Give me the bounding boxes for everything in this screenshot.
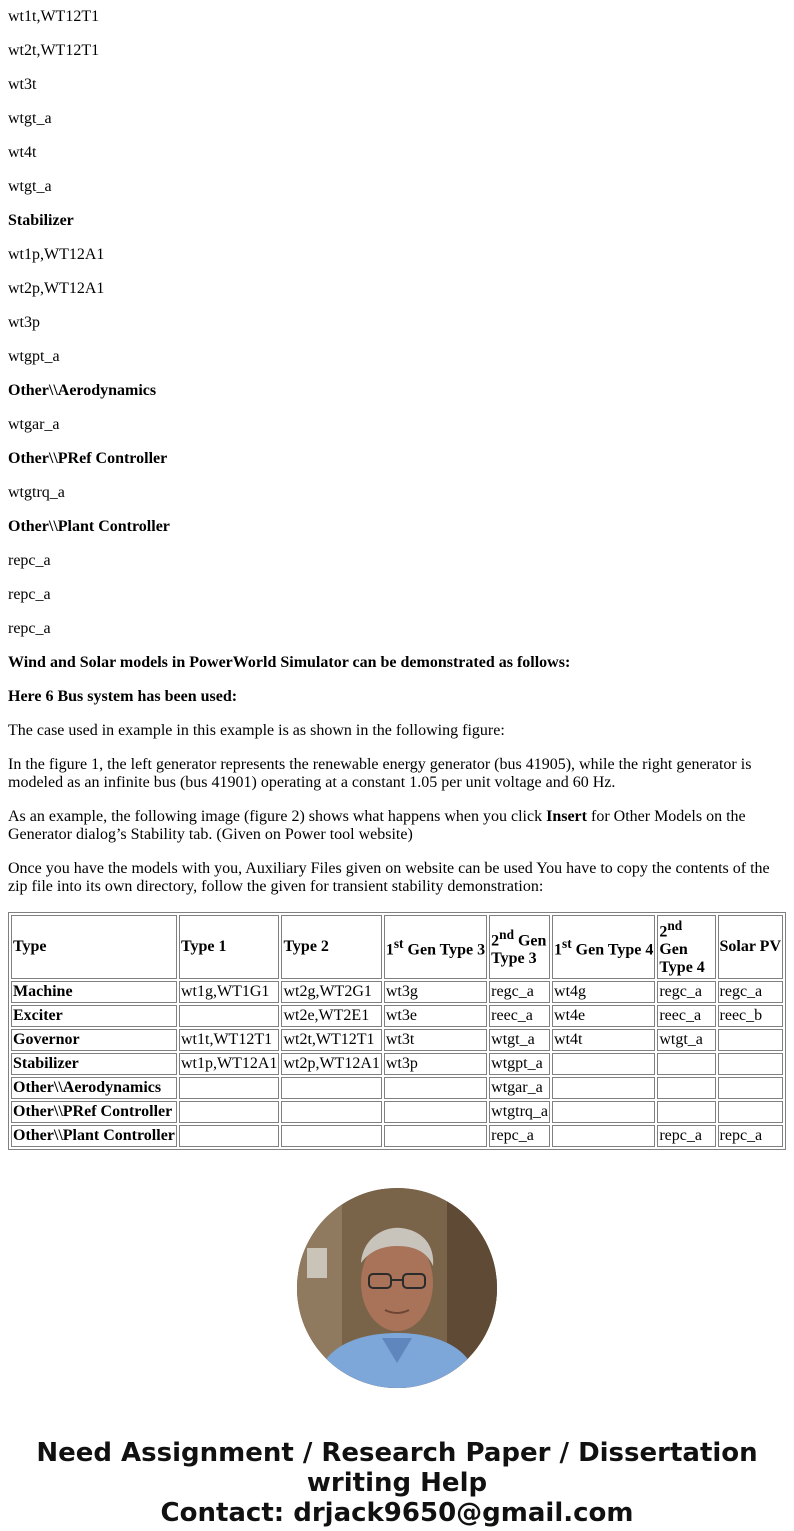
table-row: [11, 1005, 783, 1027]
table-cell: [718, 1077, 783, 1099]
table-cell: [384, 1125, 487, 1147]
table-cell: [718, 1029, 783, 1051]
table-cell: reec_a: [657, 1005, 715, 1027]
table-cell: [657, 1101, 715, 1123]
row-header-cell: Exciter: [11, 1005, 177, 1027]
text-line: wtgt_a: [8, 110, 52, 127]
insert-paragraph: [8, 808, 786, 844]
table-cell: wt4t: [552, 1029, 655, 1051]
table-cell: regc_a: [489, 981, 550, 1003]
table-cell: wt3t: [384, 1029, 487, 1051]
row-header-cell: Machine: [11, 981, 177, 1003]
table-cell: [384, 1101, 487, 1123]
text-line: wt2p,WT12A1: [8, 280, 105, 297]
row-header-cell: Other\\PRef Controller: [11, 1101, 177, 1123]
text-line: wtgtrq_a: [8, 484, 65, 501]
section-heading: Here 6 Bus system has been used:: [8, 688, 238, 705]
header-type1: Type 1: [179, 915, 279, 979]
models-table: [8, 912, 786, 1150]
table-cell: [179, 1077, 279, 1099]
table-cell: wt4g: [552, 981, 655, 1003]
table-cell: wtgt_a: [657, 1029, 715, 1051]
row-header-cell: Stabilizer: [11, 1053, 177, 1075]
section-heading: Other\\Plant Controller: [8, 518, 170, 535]
table-cell: [179, 1125, 279, 1147]
section-heading: Other\\Aerodynamics: [8, 382, 157, 399]
table-cell: wtgpt_a: [489, 1053, 550, 1075]
table-cell: repc_a: [489, 1125, 550, 1147]
table-row: [11, 1029, 783, 1051]
table-cell: repc_a: [657, 1125, 715, 1147]
table-row: [11, 981, 783, 1003]
table-cell: wt4e: [552, 1005, 655, 1027]
promo-line-1: Need Assignment / Research Paper / Dissertation writing Help: [36, 1438, 758, 1499]
text-line: wt2t,WT12T1: [8, 42, 100, 59]
table-cell: [552, 1053, 655, 1075]
text-line: repc_a: [8, 620, 51, 637]
insert-para-before: As an example, the following image (figure 2) shows what happens when you click: [8, 808, 547, 825]
table-row: [11, 1077, 783, 1099]
text-line: In the figure 1, the left generator represents the renewable energy generator (bus 41905), while the right generator is modeled as an infinite bus (bus 41901) operating at a constant 1.05 per unit voltage and 60 Hz.: [8, 756, 752, 791]
table-cell: [179, 1005, 279, 1027]
document-body: [0, 8, 794, 1150]
insert-para-bold: Insert: [546, 808, 587, 825]
table-cell: wtgar_a: [489, 1077, 550, 1099]
table-row: [11, 1053, 783, 1075]
text-line: repc_a: [8, 552, 51, 569]
text-line: wt4t: [8, 144, 37, 161]
author-avatar: [297, 1188, 497, 1388]
aux-paragraph: Once you have the models with you, Auxiliary Files given on website can be used You have to copy the contents of the zip file into its own directory, follow the given for transient stability demonstration:: [8, 860, 770, 895]
table-cell: wt2t,WT12T1: [281, 1029, 381, 1051]
table-row: [11, 1125, 783, 1147]
row-header-cell: Other\\Plant Controller: [11, 1125, 177, 1147]
promo-banner: [0, 1438, 794, 1528]
table-cell: [384, 1077, 487, 1099]
section-heading: Stabilizer: [8, 212, 74, 229]
table-cell: [281, 1077, 381, 1099]
text-line: wt1t,WT12T1: [8, 8, 100, 25]
row-header-cell: Governor: [11, 1029, 177, 1051]
table-cell: wtgtrq_a: [489, 1101, 550, 1123]
table-cell: regc_a: [718, 981, 783, 1003]
section-heading: Other\\PRef Controller: [8, 450, 168, 467]
header-1st-gen-type4: 1st Gen Type 4: [552, 915, 655, 979]
header-type: Type: [11, 915, 177, 979]
header-2nd-gen-type3: 2nd Gen Type 3: [489, 915, 550, 979]
text-line: wt3t: [8, 76, 37, 93]
table-cell: wt2g,WT2G1: [281, 981, 381, 1003]
table-row: [11, 1101, 783, 1123]
table-cell: [281, 1125, 381, 1147]
table-cell: [657, 1077, 715, 1099]
text-line: The case used in example in this example is as shown in the following figure:: [8, 722, 505, 739]
promo-line-2: Contact: drjack9650@gmail.com: [160, 1498, 634, 1529]
text-line: wt1p,WT12A1: [8, 246, 105, 263]
table-cell: wt1g,WT1G1: [179, 981, 279, 1003]
table-cell: wt1p,WT12A1: [179, 1053, 279, 1075]
table-cell: [718, 1053, 783, 1075]
table-cell: regc_a: [657, 981, 715, 1003]
table-cell: [179, 1101, 279, 1123]
header-solar-pv: Solar PV: [718, 915, 783, 979]
table-cell: [552, 1077, 655, 1099]
table-cell: wt1t,WT12T1: [179, 1029, 279, 1051]
text-line: wtgar_a: [8, 416, 60, 433]
table-cell: wt3g: [384, 981, 487, 1003]
text-line: wtgt_a: [8, 178, 52, 195]
table-cell: reec_a: [489, 1005, 550, 1027]
table-cell: wtgt_a: [489, 1029, 550, 1051]
table-cell: wt3p: [384, 1053, 487, 1075]
row-header-cell: Other\\Aerodynamics: [11, 1077, 177, 1099]
text-line: repc_a: [8, 586, 51, 603]
table-cell: [657, 1053, 715, 1075]
table-cell: wt2p,WT12A1: [281, 1053, 381, 1075]
header-1st-gen-type3: 1st Gen Type 3: [384, 915, 487, 979]
section-heading: Wind and Solar models in PowerWorld Simulator can be demonstrated as follows:: [8, 654, 571, 671]
text-line: wtgpt_a: [8, 348, 60, 365]
header-type2: Type 2: [281, 915, 381, 979]
header-2nd-gen-type4: 2nd Gen Type 4: [657, 915, 715, 979]
table-header-row: [11, 915, 783, 979]
table-cell: wt3e: [384, 1005, 487, 1027]
table-cell: [281, 1101, 381, 1123]
table-cell: reec_b: [718, 1005, 783, 1027]
text-lines: [8, 8, 786, 792]
table-cell: [552, 1125, 655, 1147]
insert-para-after: for Other Models on the Generator dialog’s Stability tab. (Given on Power tool website): [8, 808, 746, 843]
table-cell: repc_a: [718, 1125, 783, 1147]
text-line: wt3p: [8, 314, 40, 331]
table-cell: [552, 1101, 655, 1123]
table-cell: wt2e,WT2E1: [281, 1005, 381, 1027]
avatar-photo-image: [297, 1188, 497, 1388]
table-cell: [718, 1101, 783, 1123]
